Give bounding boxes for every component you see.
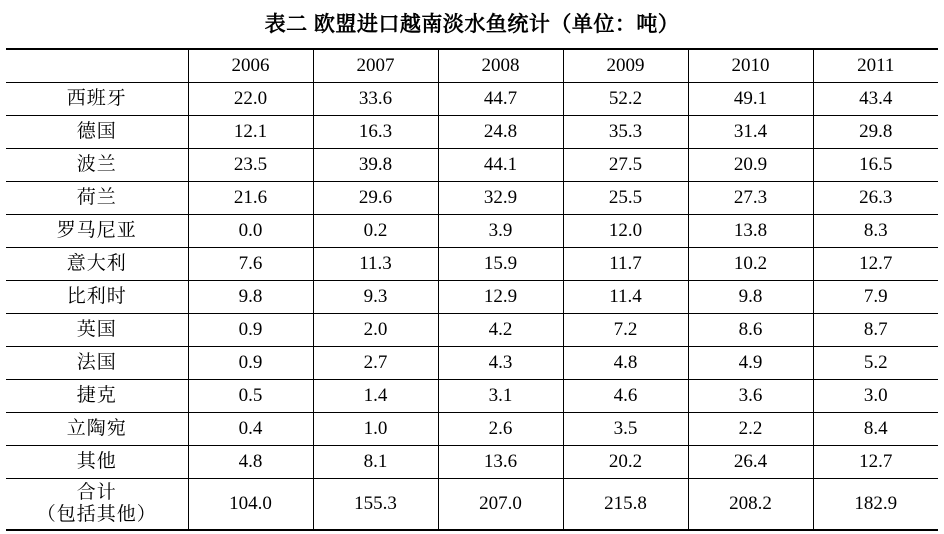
cell-value: 7.6: [188, 248, 313, 281]
cell-value: 16.5: [813, 149, 938, 182]
row-label: 捷克: [6, 380, 188, 413]
cell-value: 29.8: [813, 116, 938, 149]
cell-value: 15.9: [438, 248, 563, 281]
total-label-line1: 合计: [76, 482, 117, 504]
column-header-2006: 2006: [188, 49, 313, 83]
cell-value: 2.7: [313, 347, 438, 380]
cell-value: 8.6: [688, 314, 813, 347]
page-title: 表二 欧盟进口越南淡水鱼统计（单位：吨）: [264, 13, 680, 36]
total-value: 155.3: [313, 479, 438, 531]
table-row: [6, 314, 938, 347]
total-row-label: [6, 479, 188, 531]
column-header-2008: 2008: [438, 49, 563, 83]
row-label: 英国: [6, 314, 188, 347]
table-row: [6, 347, 938, 380]
cell-value: 22.0: [188, 83, 313, 116]
column-header-2011: 2011: [813, 49, 938, 83]
cell-value: 43.4: [813, 83, 938, 116]
cell-value: 4.3: [438, 347, 563, 380]
cell-value: 44.7: [438, 83, 563, 116]
table-row: [6, 446, 938, 479]
table-row: [6, 380, 938, 413]
table-body: [6, 83, 938, 531]
cell-value: 8.3: [813, 215, 938, 248]
import-statistics-table: [6, 48, 938, 531]
column-header-2009: 2009: [563, 49, 688, 83]
total-value: 208.2: [688, 479, 813, 531]
cell-value: 20.2: [563, 446, 688, 479]
cell-value: 20.9: [688, 149, 813, 182]
cell-value: 12.9: [438, 281, 563, 314]
cell-value: 21.6: [188, 182, 313, 215]
cell-value: 39.8: [313, 149, 438, 182]
row-label: 法国: [6, 347, 188, 380]
cell-value: 52.2: [563, 83, 688, 116]
cell-value: 3.9: [438, 215, 563, 248]
total-value: 207.0: [438, 479, 563, 531]
table-total-row: [6, 479, 938, 531]
cell-value: 5.2: [813, 347, 938, 380]
table-row: [6, 413, 938, 446]
cell-value: 8.7: [813, 314, 938, 347]
cell-value: 2.0: [313, 314, 438, 347]
cell-value: 25.5: [563, 182, 688, 215]
table-header: [6, 49, 938, 83]
table-corner-cell: [6, 49, 188, 83]
cell-value: 4.9: [688, 347, 813, 380]
cell-value: 26.4: [688, 446, 813, 479]
cell-value: 9.3: [313, 281, 438, 314]
cell-value: 0.4: [188, 413, 313, 446]
row-label: 立陶宛: [6, 413, 188, 446]
cell-value: 35.3: [563, 116, 688, 149]
cell-value: 33.6: [313, 83, 438, 116]
table-row: [6, 248, 938, 281]
row-label: 波兰: [6, 149, 188, 182]
total-value: 104.0: [188, 479, 313, 531]
cell-value: 0.2: [313, 215, 438, 248]
cell-value: 0.9: [188, 347, 313, 380]
cell-value: 8.1: [313, 446, 438, 479]
cell-value: 27.3: [688, 182, 813, 215]
row-label: 罗马尼亚: [6, 215, 188, 248]
row-label: 西班牙: [6, 83, 188, 116]
cell-value: 11.3: [313, 248, 438, 281]
cell-value: 3.0: [813, 380, 938, 413]
cell-value: 4.8: [563, 347, 688, 380]
cell-value: 11.4: [563, 281, 688, 314]
cell-value: 11.7: [563, 248, 688, 281]
cell-value: 7.2: [563, 314, 688, 347]
cell-value: 12.0: [563, 215, 688, 248]
cell-value: 4.2: [438, 314, 563, 347]
cell-value: 0.9: [188, 314, 313, 347]
cell-value: 0.0: [188, 215, 313, 248]
cell-value: 27.5: [563, 149, 688, 182]
cell-value: 4.8: [188, 446, 313, 479]
column-header-2007: 2007: [313, 49, 438, 83]
cell-value: 8.4: [813, 413, 938, 446]
cell-value: 12.7: [813, 248, 938, 281]
cell-value: 26.3: [813, 182, 938, 215]
column-header-2010: 2010: [688, 49, 813, 83]
cell-value: 44.1: [438, 149, 563, 182]
cell-value: 10.2: [688, 248, 813, 281]
row-label: 荷兰: [6, 182, 188, 215]
cell-value: 7.9: [813, 281, 938, 314]
table-row: [6, 83, 938, 116]
row-label: 其他: [6, 446, 188, 479]
table-row: [6, 116, 938, 149]
table-row: [6, 215, 938, 248]
total-value: 215.8: [563, 479, 688, 531]
cell-value: 31.4: [688, 116, 813, 149]
cell-value: 24.8: [438, 116, 563, 149]
table-row: [6, 149, 938, 182]
cell-value: 23.5: [188, 149, 313, 182]
cell-value: 13.6: [438, 446, 563, 479]
cell-value: 3.1: [438, 380, 563, 413]
cell-value: 2.2: [688, 413, 813, 446]
cell-value: 13.8: [688, 215, 813, 248]
header-row: [6, 49, 938, 83]
row-label: 德国: [6, 116, 188, 149]
cell-value: 3.6: [688, 380, 813, 413]
cell-value: 12.7: [813, 446, 938, 479]
cell-value: 49.1: [688, 83, 813, 116]
table-row: [6, 281, 938, 314]
cell-value: 29.6: [313, 182, 438, 215]
cell-value: 12.1: [188, 116, 313, 149]
cell-value: 4.6: [563, 380, 688, 413]
cell-value: 3.5: [563, 413, 688, 446]
cell-value: 32.9: [438, 182, 563, 215]
total-label-line2: （包括其他）: [36, 504, 157, 525]
cell-value: 9.8: [188, 281, 313, 314]
total-value: 182.9: [813, 479, 938, 531]
cell-value: 1.4: [313, 380, 438, 413]
table-container: [0, 48, 944, 531]
cell-value: 9.8: [688, 281, 813, 314]
table-row: [6, 182, 938, 215]
cell-value: 16.3: [313, 116, 438, 149]
cell-value: 0.5: [188, 380, 313, 413]
cell-value: 2.6: [438, 413, 563, 446]
row-label: 意大利: [6, 248, 188, 281]
cell-value: 1.0: [313, 413, 438, 446]
row-label: 比利时: [6, 281, 188, 314]
